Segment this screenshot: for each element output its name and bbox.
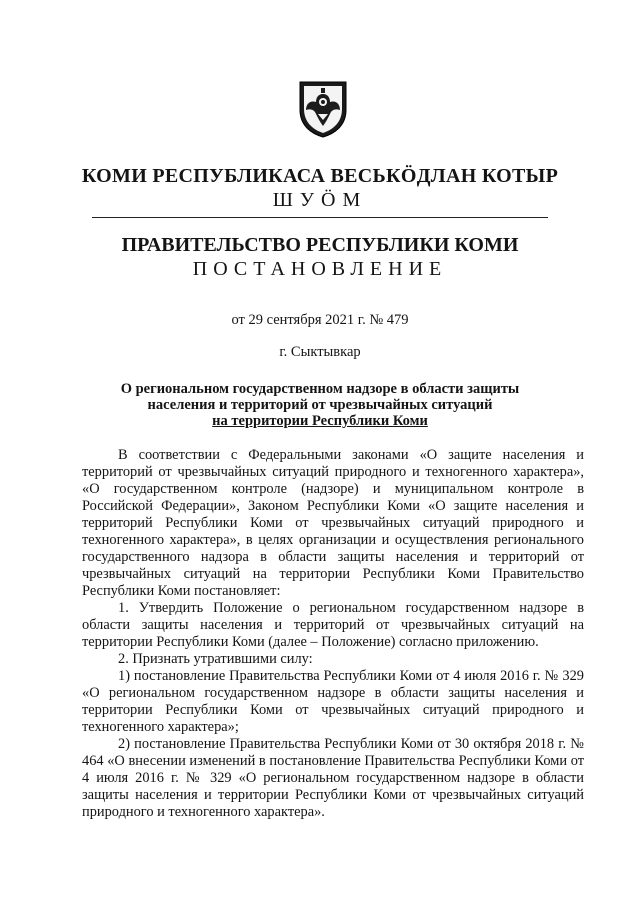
document-body [82,447,584,821]
government-title: ПРАВИТЕЛЬСТВО РЕСПУБЛИКИ КОМИ [121,234,519,256]
paragraph-item-1: 1. Утвердить Положение о региональном государственном надзоре в области защиты населения и территорий от чрезвычайных ситуаций на территории Республики Коми (далее – Положение) согласно приложению. [82,600,584,650]
heading-line-2: населения и территорий от чрезвычайных ситуаций [147,397,493,413]
document-city: г. Сыктывкар [279,344,361,360]
divider [92,217,548,218]
paragraph-subitem-2: 2) постановление Правительства Республики Коми от 30 октября 2018 г. № 464 «О внесении изменений в постановление Правительства Республики Коми от 4 июля 2016 г. № 329 «О региональном государственном надзоре в области защиты населения и территории Республики Коми от чрезвычайных ситуаций природного и техногенного характера». [82,736,584,820]
document-heading [80,381,560,429]
paragraph-subitem-1: 1) постановление Правительства Республики Коми от 4 июля 2016 г. № 329 «О региональном государственном надзоре в области защиты населения и территории Республики Коми от чрезвычайных ситуаций природного и техногенного характера»; [82,668,584,735]
komi-authority-title: КОМИ РЕСПУБЛИКАСА ВЕСЬКÖДЛАН КОТЫР [81,165,559,187]
coat-of-arms-icon [296,80,350,138]
document-date: от 29 сентября 2021 г. № 479 [231,312,409,328]
heading-line-1: О региональном государственном надзоре в области защиты [120,381,520,397]
komi-document-type: ШУÖМ [272,189,368,211]
heading-line-3: на территории Республики Коми [212,413,428,429]
paragraph-item-2: 2. Признать утратившими силу: [118,651,313,667]
document-type: ПОСТАНОВЛЕНИЕ [192,258,448,280]
paragraph-preamble: В соответствии с Федеральными законами «О защите населения и территорий от чрезвычайных ситуаций природного и техногенного характера», «О государственном контроле (надзоре) и муниципальном контроле в Российской Федерации», Законом Республики Коми «О защите населения и территорий Республики Коми от чрезвычайных ситуаций природного и техногенного характера», в целях организации и осуществления регионального государственного надзора в области защиты населения и территорий от чрезвычайных ситуаций на территории Республики Коми Правительство Республики Коми постановляет: [82,447,584,599]
